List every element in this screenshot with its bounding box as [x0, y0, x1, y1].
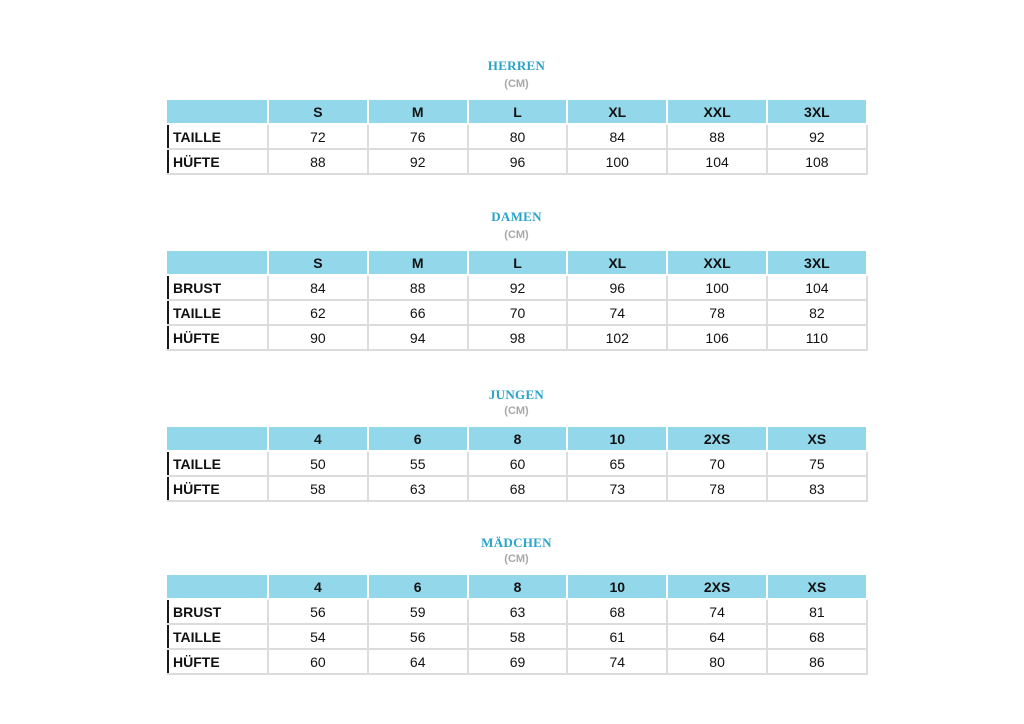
jungen-size-table: [167, 425, 868, 502]
unit-label: (CM): [504, 405, 529, 417]
table-cell: 66: [368, 300, 468, 325]
column-header: 3XL: [767, 99, 867, 124]
damen-size-table: [167, 249, 868, 351]
table-cell: 88: [268, 149, 368, 174]
section-title: HERREN: [487, 58, 546, 73]
table-row: [168, 599, 867, 624]
table-cell: 68: [468, 476, 568, 501]
table-cell: 63: [368, 476, 468, 501]
column-header: 4: [268, 426, 368, 451]
table-cell: 56: [268, 599, 368, 624]
header-empty-cell: [168, 574, 268, 599]
table-cell: 72: [268, 124, 368, 149]
table-row: [168, 649, 867, 674]
table-cell: 84: [268, 275, 368, 300]
header-row: [168, 99, 867, 124]
column-header: L: [468, 250, 568, 275]
row-label: HÜFTE: [168, 649, 268, 674]
column-header: XXL: [667, 250, 767, 275]
table-cell: 81: [767, 599, 867, 624]
column-header: 2XS: [667, 574, 767, 599]
column-header: XXL: [667, 99, 767, 124]
table-cell: 74: [567, 300, 667, 325]
section-title: JUNGEN: [488, 387, 545, 402]
table-cell: 104: [667, 149, 767, 174]
table-cell: 88: [667, 124, 767, 149]
header-row: [168, 574, 867, 599]
column-header: M: [368, 99, 468, 124]
table-cell: 96: [468, 149, 568, 174]
table-cell: 83: [767, 476, 867, 501]
header-row: [168, 426, 867, 451]
table-cell: 90: [268, 325, 368, 350]
row-label: TAILLE: [168, 124, 268, 149]
column-header: S: [268, 250, 368, 275]
table-cell: 102: [567, 325, 667, 350]
table-cell: 100: [667, 275, 767, 300]
table-cell: 98: [468, 325, 568, 350]
column-header: S: [268, 99, 368, 124]
table-cell: 92: [468, 275, 568, 300]
damen-section: [167, 209, 866, 351]
table-row: [168, 275, 867, 300]
table-cell: 55: [368, 451, 468, 476]
column-header: M: [368, 250, 468, 275]
table-cell: 64: [667, 624, 767, 649]
table-cell: 74: [567, 649, 667, 674]
table-cell: 100: [567, 149, 667, 174]
unit-label: (CM): [504, 229, 529, 241]
table-cell: 75: [767, 451, 867, 476]
table-cell: 50: [268, 451, 368, 476]
table-row: [168, 300, 867, 325]
column-header: 2XS: [667, 426, 767, 451]
table-cell: 68: [567, 599, 667, 624]
unit-label: (CM): [504, 78, 529, 90]
column-header: 3XL: [767, 250, 867, 275]
table-cell: 59: [368, 599, 468, 624]
table-cell: 58: [268, 476, 368, 501]
header-row: [168, 250, 867, 275]
column-header: 6: [368, 426, 468, 451]
column-header: L: [468, 99, 568, 124]
row-label: BRUST: [168, 275, 268, 300]
row-label: HÜFTE: [168, 149, 268, 174]
table-cell: 60: [468, 451, 568, 476]
table-cell: 80: [667, 649, 767, 674]
column-header: XS: [767, 574, 867, 599]
table-cell: 78: [667, 476, 767, 501]
column-header: 8: [468, 426, 568, 451]
column-header: XL: [567, 250, 667, 275]
herren-section: [167, 58, 866, 175]
row-label: TAILLE: [168, 624, 268, 649]
table-row: [168, 124, 867, 149]
table-cell: 70: [468, 300, 568, 325]
table-cell: 92: [368, 149, 468, 174]
table-row: [168, 451, 867, 476]
unit-label: (CM): [504, 553, 529, 565]
table-cell: 76: [368, 124, 468, 149]
row-label: TAILLE: [168, 300, 268, 325]
table-row: [168, 476, 867, 501]
table-cell: 64: [368, 649, 468, 674]
table-cell: 74: [667, 599, 767, 624]
herren-size-table: [167, 98, 868, 175]
table-row: [168, 325, 867, 350]
table-cell: 56: [368, 624, 468, 649]
table-row: [168, 149, 867, 174]
jungen-section: [167, 387, 866, 502]
maedchen-size-table: [167, 573, 868, 675]
table-cell: 82: [767, 300, 867, 325]
maedchen-section: [167, 535, 866, 675]
column-header: 4: [268, 574, 368, 599]
table-cell: 88: [368, 275, 468, 300]
row-label: TAILLE: [168, 451, 268, 476]
section-title: DAMEN: [491, 209, 542, 224]
column-header: XL: [567, 99, 667, 124]
row-label: HÜFTE: [168, 325, 268, 350]
table-cell: 73: [567, 476, 667, 501]
table-cell: 78: [667, 300, 767, 325]
table-cell: 86: [767, 649, 867, 674]
column-header: 6: [368, 574, 468, 599]
column-header: 10: [567, 426, 667, 451]
column-header: 10: [567, 574, 667, 599]
table-cell: 108: [767, 149, 867, 174]
table-cell: 94: [368, 325, 468, 350]
column-header: XS: [767, 426, 867, 451]
table-row: [168, 624, 867, 649]
table-cell: 84: [567, 124, 667, 149]
row-label: HÜFTE: [168, 476, 268, 501]
table-cell: 69: [468, 649, 568, 674]
table-cell: 110: [767, 325, 867, 350]
header-empty-cell: [168, 250, 268, 275]
header-empty-cell: [168, 99, 268, 124]
table-cell: 92: [767, 124, 867, 149]
table-cell: 104: [767, 275, 867, 300]
table-cell: 54: [268, 624, 368, 649]
table-cell: 80: [468, 124, 568, 149]
table-cell: 65: [567, 451, 667, 476]
table-cell: 63: [468, 599, 568, 624]
table-cell: 106: [667, 325, 767, 350]
table-cell: 70: [667, 451, 767, 476]
table-cell: 61: [567, 624, 667, 649]
table-cell: 68: [767, 624, 867, 649]
row-label: BRUST: [168, 599, 268, 624]
table-cell: 62: [268, 300, 368, 325]
section-title: MÄDCHEN: [481, 535, 552, 550]
table-cell: 58: [468, 624, 568, 649]
header-empty-cell: [168, 426, 268, 451]
column-header: 8: [468, 574, 568, 599]
table-cell: 60: [268, 649, 368, 674]
table-cell: 96: [567, 275, 667, 300]
